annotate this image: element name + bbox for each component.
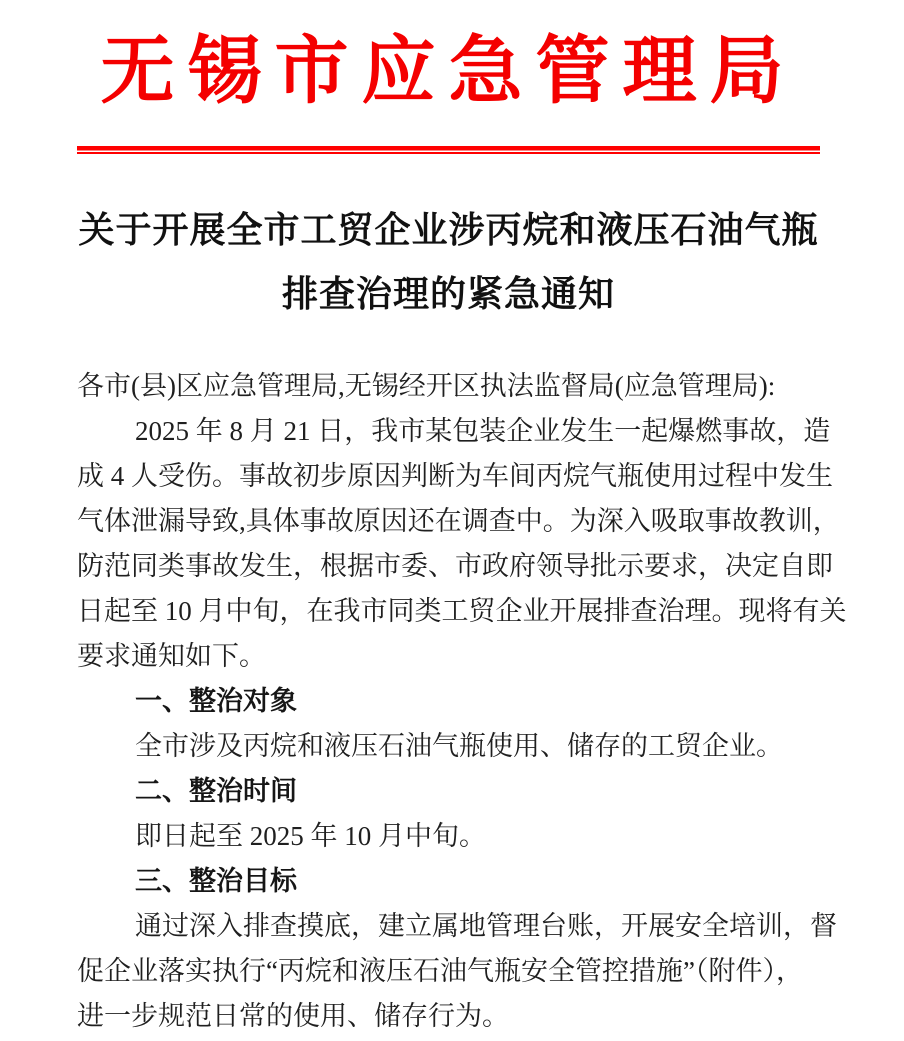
section-3-heading: 三、整治目标 xyxy=(135,866,297,896)
intro-paragraph xyxy=(77,409,847,679)
section-3-line-1: 通过深入排查摸底，建立属地管理台账，开展安全培训，督 xyxy=(135,911,837,941)
salutation-line: 各市(县)区应急管理局,无锡经开区执法监督局(应急管理局): xyxy=(77,371,776,401)
document-title-line-1: 关于开展全市工贸企业涉丙烷和液压石油气瓶 xyxy=(78,210,819,250)
section-1-heading: 一、整治对象 xyxy=(135,686,297,716)
section-3-line-2: 促企业落实执行“丙烷和液压石油气瓶安全管控措施”（附件）， xyxy=(77,956,803,986)
intro-line-5: 日起至 10 月中旬，在我市同类工贸企业开展排查治理。现将有关 xyxy=(77,596,847,626)
intro-line-4: 防范同类事故发生，根据市委、市政府领导批示要求，决定自即 xyxy=(77,551,833,581)
section-1 xyxy=(77,679,820,769)
section-3-line-3: 进一步规范日常的使用、储存行为。 xyxy=(77,1001,509,1031)
section-3 xyxy=(77,859,837,1039)
red-separator-line xyxy=(77,146,820,154)
section-2-line-1: 即日起至 2025 年 10 月中旬。 xyxy=(135,821,486,851)
section-1-line-1: 全市涉及丙烷和液压石油气瓶使用、储存的工贸企业。 xyxy=(135,731,783,761)
document-body xyxy=(77,364,847,1039)
document-title-line-2: 排查治理的紧急通知 xyxy=(281,274,615,314)
section-2-heading: 二、整治时间 xyxy=(135,776,297,806)
section-2 xyxy=(77,769,820,859)
agency-title: 无锡市应急管理局 xyxy=(100,31,797,113)
intro-line-3: 气体泄漏导致,具体事故原因还在调查中。为深入吸取事故教训， xyxy=(77,506,840,536)
intro-line-6: 要求通知如下。 xyxy=(77,641,266,671)
document-title xyxy=(77,198,820,326)
intro-line-2: 成 4 人受伤。事故初步原因判断为车间丙烷气瓶使用过程中发生 xyxy=(77,461,833,491)
intro-line-1: 2025 年 8 月 21 日，我市某包装企业发生一起爆燃事故，造 xyxy=(135,416,831,446)
